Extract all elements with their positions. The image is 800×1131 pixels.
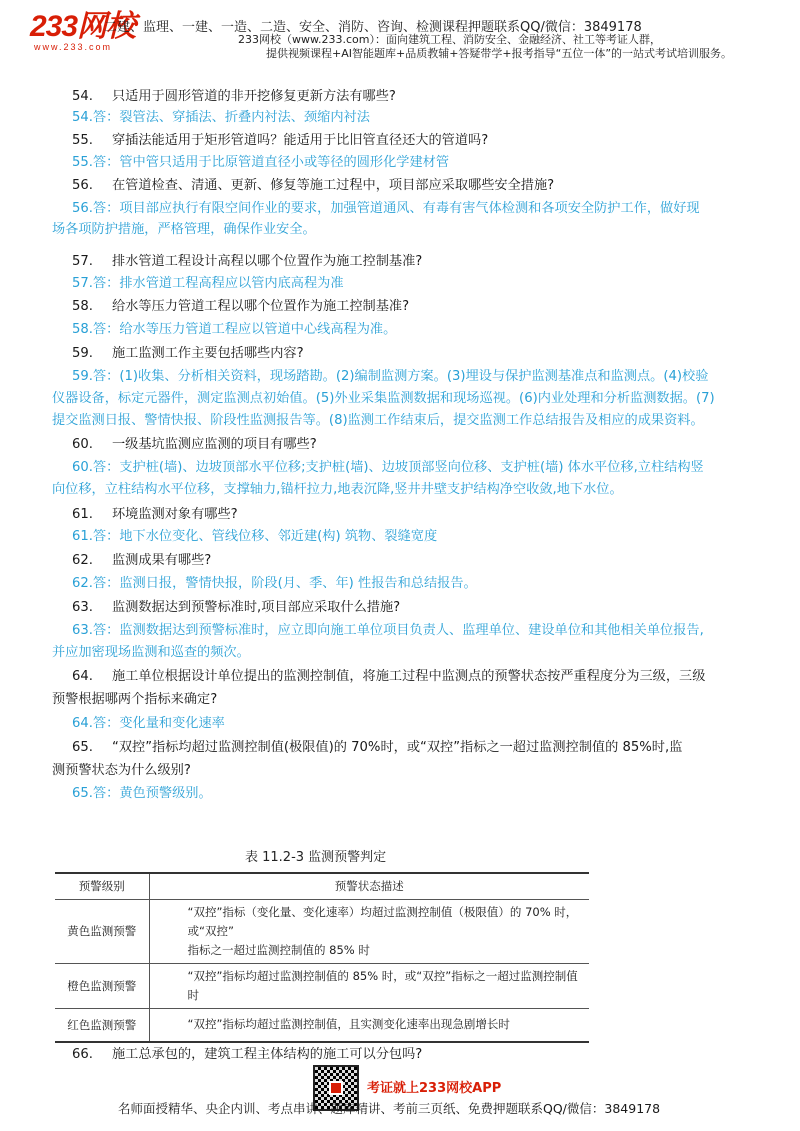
question-line <box>52 506 752 524</box>
answer-line-cont: 场各项防护措施，严格管理，确保作业安全。 <box>52 222 316 237</box>
table-desc-line: 指标之一超过监测控制值的 85% 时 <box>187 942 370 957</box>
answer-line: 63.答：监测数据达到预警标准时，应立即向施工单位项目负责人、监理单位、建设单位和其他相关单位报告, <box>72 623 704 638</box>
table-header-row <box>55 873 589 899</box>
table-title: 表 11.2-3 监测预警判定 <box>245 850 387 865</box>
header-service-line: 提供视频课程+AI智能题库+品质教辅+答疑带学+报考指导“五位一体”的一站式考试培训服务。 <box>266 47 733 60</box>
question-number: 54. <box>72 89 93 104</box>
warning-table <box>55 872 589 1043</box>
table-cell-desc <box>149 963 589 1008</box>
page-footer <box>0 1063 800 1131</box>
page-header <box>0 0 800 62</box>
answer-line: 64.答：变化量和变化速率 <box>72 716 225 731</box>
question-text: 在管道检查、清通、更新、修复等施工过程中，项目部应采取哪些安全措施? <box>112 178 555 193</box>
question-text: 只适用于圆形管道的非开挖修复更新方法有哪些? <box>112 89 396 104</box>
question-text: “双控”指标均超过监测控制值(极限值)的 70%时，或“双控”指标之一超过监测控制值的 85%时,监 <box>112 740 683 755</box>
question-line <box>52 177 752 195</box>
answer-line-cont: 向位移，立柱结构水平位移，支撑轴力,锚杆拉力,地表沉降,竖井井壁支护结构净空收敛,地下水位。 <box>52 482 623 497</box>
question-line <box>52 739 752 757</box>
header-contact-line: 二建、监理、一建、一造、二造、安全、消防、咨询、检测课程押题联系QQ/微信：3849178 <box>104 20 642 35</box>
table-cell-level: 红色监测预警 <box>55 1008 149 1042</box>
question-number: 62. <box>72 553 93 568</box>
header-intro-line: 233网校（www.233.com）：面向建筑工程、消防安全、金融经济、社工等考证人群， <box>238 33 661 46</box>
answer-line: 60.答：支护桩(墙)、边坡顶部水平位移;支护桩(墙)、边坡顶部竖向位移、支护桩(墙) 体水平位移,立柱结构竖 <box>72 460 704 475</box>
question-line <box>52 668 752 686</box>
question-line <box>52 345 752 363</box>
question-number: 63. <box>72 600 93 615</box>
question-number: 58. <box>72 299 93 314</box>
answer-line-cont: 并应加密现场监测和巡查的频次。 <box>52 645 250 660</box>
table-header-desc: 预警状态描述 <box>149 873 589 899</box>
table-row <box>55 963 589 1008</box>
table-desc-line: “双控”指标（变化量、变化速率）均超过监测控制值（极限值）的 70% 时，或“双控” <box>187 904 578 938</box>
question-number: 61. <box>72 507 93 522</box>
logo-subtext: www.233.com <box>34 42 113 52</box>
answer-line: 61.答：地下水位变化、管线位移、邻近建(构) 筑物、裂缝宽度 <box>72 529 438 544</box>
table-cell-desc <box>149 1008 589 1042</box>
table-cell-level: 橙色监测预警 <box>55 963 149 1008</box>
question-text: 监测数据达到预警标准时,项目部应采取什么措施? <box>112 600 401 615</box>
answer-line: 58.答：给水等压力管道工程应以管道中心线高程为准。 <box>72 322 397 337</box>
question-number: 56. <box>72 178 93 193</box>
table-header-level: 预警级别 <box>55 873 149 899</box>
answer-line-cont: 仪器设备，标定元器件，测定监测点初始值。(5)外业采集监测数据和现场巡视。(6)内业处理和分析监测数据。(7) <box>52 391 715 406</box>
question-text: 施工监测工作主要包括哪些内容? <box>112 346 304 361</box>
question-number: 55. <box>72 133 93 148</box>
table-cell-desc <box>149 899 589 963</box>
question-line <box>52 298 752 316</box>
question-number: 64. <box>72 669 93 684</box>
footer-contact-line: 名师面授精华、央企内训、考点串讲、题库精讲、考前三页纸、免费押题联系QQ/微信：3849178 <box>118 1101 661 1116</box>
answer-line: 57.答：排水管道工程高程应以管内底高程为准 <box>72 276 344 291</box>
question-line-cont: 预警根据哪两个指标来确定? <box>52 692 218 707</box>
question-text: 穿插法能适用于矩形管道吗？能适用于比旧管直径还大的管道吗? <box>112 133 489 148</box>
table-row <box>55 1008 589 1042</box>
logo-text: 233网校 <box>30 10 136 43</box>
question-number: 65. <box>72 740 93 755</box>
question-line <box>52 132 752 150</box>
question-line <box>52 253 752 271</box>
question-number: 59. <box>72 346 93 361</box>
answer-line: 65.答：黄色预警级别。 <box>72 786 212 801</box>
question-text: 一级基坑监测应监测的项目有哪些? <box>112 437 317 452</box>
question-line <box>52 552 752 570</box>
question-line <box>52 436 752 454</box>
answer-line: 59.答：(1)收集、分析相关资料，现场踏勘。(2)编制监测方案。(3)埋设与保护监测基准点和监测点。(4)校验 <box>72 369 709 384</box>
question-number: 66. <box>72 1047 93 1062</box>
question-line <box>52 88 752 106</box>
table-desc-line: “双控”指标均超过监测控制值的 85% 时，或“双控”指标之一超过监测控制值时 <box>187 968 578 1002</box>
table-row <box>55 899 589 963</box>
app-promo-text: 考证就上233网校APP <box>367 1081 502 1096</box>
question-number: 57. <box>72 254 93 269</box>
question-66 <box>72 1043 422 1062</box>
table-desc-line: “双控”指标均超过监测控制值，且实测变化速率出现急剧增长时 <box>187 1017 510 1032</box>
question-line-cont: 测预警状态为什么级别? <box>52 763 191 778</box>
answer-line: 56.答：项目部应执行有限空间作业的要求，加强管道通风、有毒有害气体检测和各项安全防护工作，做好现 <box>72 201 700 216</box>
question-text: 环境监测对象有哪些? <box>112 507 238 522</box>
question-text: 排水管道工程设计高程以哪个位置作为施工控制基准? <box>112 254 423 269</box>
question-text: 施工总承包的，建筑工程主体结构的施工可以分包吗? <box>112 1047 423 1062</box>
table-cell-level: 黄色监测预警 <box>55 899 149 963</box>
answer-line: 55.答：管中管只适用于比原管道直径小或等径的圆形化学建材管 <box>72 155 450 170</box>
answer-line: 54.答：裂管法、穿插法、折叠内衬法、颈缩内衬法 <box>72 110 370 125</box>
question-text: 监测成果有哪些? <box>112 553 212 568</box>
question-number: 60. <box>72 437 93 452</box>
answer-line-cont: 提交监测日报、警情快报、阶段性监测报告等。(8)监测工作结束后，提交监测工作总结报告及相应的成果资料。 <box>52 413 704 428</box>
question-line <box>52 599 752 617</box>
answer-line: 62.答：监测日报，警情快报，阶段(月、季、年) 性报告和总结报告。 <box>72 576 477 591</box>
question-text: 施工单位根据设计单位提出的监测控制值，将施工过程中监测点的预警状态按严重程度分为三级，三级 <box>112 669 706 684</box>
question-text: 给水等压力管道工程以哪个位置作为施工控制基准? <box>112 299 410 314</box>
